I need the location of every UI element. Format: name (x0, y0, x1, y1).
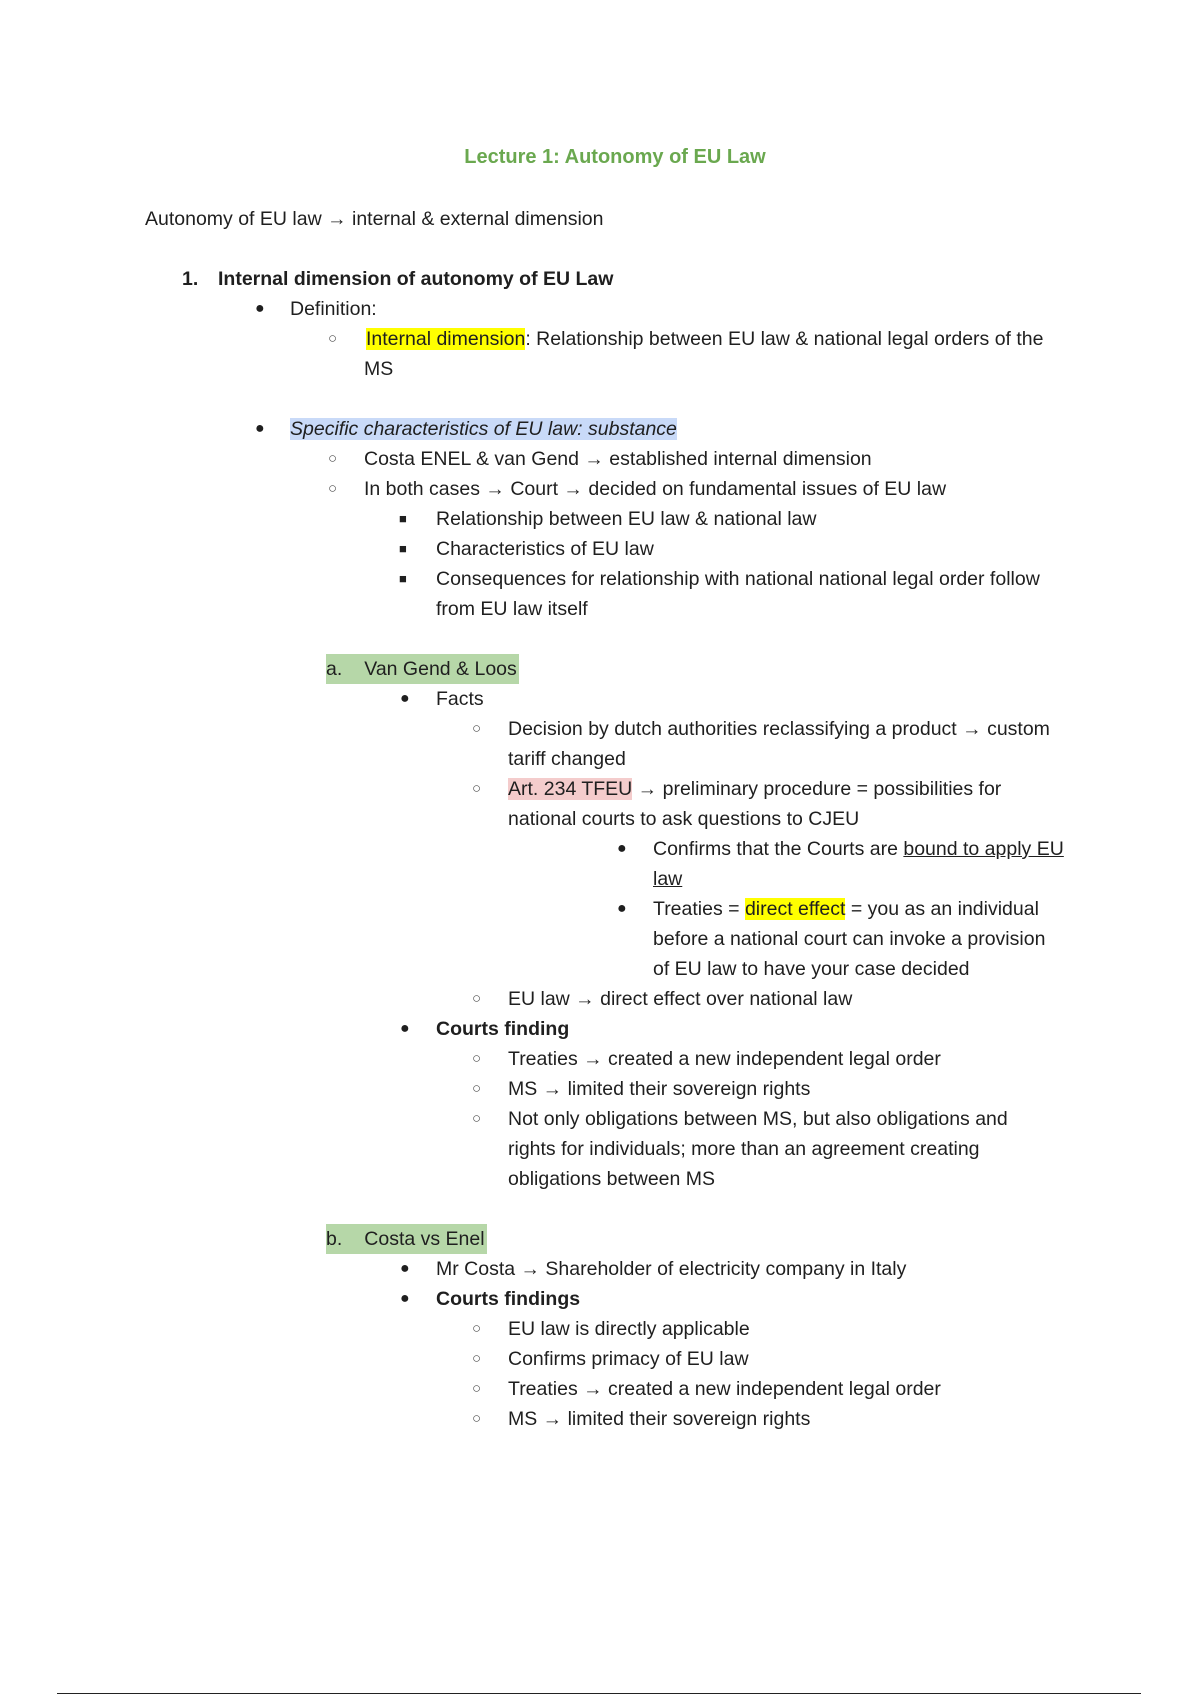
bullet-icon: ● (400, 690, 410, 707)
intro-text: Autonomy of EU law → internal & external dimension (145, 208, 604, 230)
square-bullet-icon: ■ (399, 541, 407, 556)
circle-bullet-icon: ○ (472, 720, 482, 737)
bullet-icon: ● (255, 420, 265, 437)
section-number: 1. (182, 268, 199, 290)
circle-bullet-icon: ○ (472, 1410, 482, 1427)
page-title: Lecture 1: Autonomy of EU Law (464, 146, 766, 168)
finding-item: Treaties → created a new independent legal order (508, 1048, 941, 1070)
courts-finding-label: Courts finding (436, 1018, 570, 1040)
circle-bullet-icon: ○ (472, 780, 482, 797)
circle-bullet-icon: ○ (472, 1080, 482, 1097)
circle-bullet-icon: ○ (472, 1320, 482, 1337)
sub-item: Relationship between EU law & national law (436, 508, 817, 530)
bullet-icon: ● (400, 1020, 410, 1037)
section-heading: Internal dimension of autonomy of EU Law (218, 268, 614, 290)
square-bullet-icon: ■ (399, 571, 407, 586)
facts-label: Facts (436, 688, 484, 710)
circle-bullet-icon: ○ (472, 1380, 482, 1397)
circle-bullet-icon: ○ (328, 480, 338, 497)
confirm-item-cont: law (653, 868, 683, 890)
sub-item: Characteristics of EU law (436, 538, 654, 560)
direct-effect-highlight: direct effect (744, 898, 846, 920)
finding-item: MS → limited their sovereign rights (508, 1078, 811, 1100)
article-reference: Art. 234 TFEU (508, 778, 633, 800)
facts-item: EU law → direct effect over national law (508, 988, 853, 1010)
bullet-icon: ● (255, 300, 265, 317)
bullet-icon: ● (617, 900, 627, 917)
facts-item-cont: national courts to ask questions to CJEU (508, 808, 860, 830)
bullet-icon: ● (617, 840, 627, 857)
finding-item: EU law is directly applicable (508, 1318, 750, 1340)
circle-bullet-icon: ○ (472, 1350, 482, 1367)
sub-item-cont: from EU law itself (436, 598, 588, 620)
facts-item: Art. 234 TFEU → preliminary procedure = possibilities for (508, 778, 1002, 800)
circle-bullet-icon: ○ (472, 1050, 482, 1067)
specific-label: Specific characteristics of EU law: substance (290, 418, 677, 440)
treaties-item-cont: of EU law to have your case decided (653, 958, 970, 980)
confirm-item: Confirms that the Courts are bound to apply EU (653, 838, 1064, 860)
circle-bullet-icon: ○ (328, 450, 338, 467)
definition-line (366, 324, 1043, 354)
square-bullet-icon: ■ (399, 511, 407, 526)
bullet-icon: ● (400, 1260, 410, 1277)
definition-text-cont: MS (364, 358, 394, 380)
finding-item-cont: obligations between MS (508, 1168, 716, 1190)
finding-item: Treaties → created a new independent legal order (508, 1378, 941, 1400)
definition-label: Definition: (290, 298, 377, 320)
facts-item: Decision by dutch authorities reclassifying a product → custom (508, 718, 1050, 740)
specific-item: In both cases → Court → decided on fundamental issues of EU law (364, 478, 947, 500)
finding-item: Not only obligations between MS, but also obligations and (508, 1108, 1008, 1130)
circle-bullet-icon: ○ (472, 990, 482, 1007)
definition-text: : Relationship between EU law & national legal orders of the (525, 328, 1044, 350)
circle-bullet-icon: ○ (472, 1110, 482, 1127)
courts-findings-label: Courts findings (436, 1288, 581, 1310)
case-b-item: Mr Costa → Shareholder of electricity company in Italy (436, 1258, 907, 1280)
finding-item: MS → limited their sovereign rights (508, 1408, 811, 1430)
finding-item: Confirms primacy of EU law (508, 1348, 749, 1370)
circle-bullet-icon: ○ (328, 330, 338, 347)
facts-item-cont: tariff changed (508, 748, 626, 770)
sub-item: Consequences for relationship with national national legal order follow (436, 568, 1040, 590)
footer-divider (57, 1693, 1141, 1694)
case-a-heading: a. Van Gend & Loos (326, 654, 519, 684)
bullet-icon: ● (400, 1290, 410, 1307)
specific-item: Costa ENEL & van Gend → established internal dimension (364, 448, 872, 470)
case-b-heading: b. Costa vs Enel (326, 1224, 487, 1254)
definition-term: Internal dimension (366, 328, 526, 350)
treaties-item: Treaties = direct effect = you as an individual (653, 898, 1039, 920)
treaties-item-cont: before a national court can invoke a provision (653, 928, 1046, 950)
finding-item-cont: rights for individuals; more than an agreement creating (508, 1138, 980, 1160)
